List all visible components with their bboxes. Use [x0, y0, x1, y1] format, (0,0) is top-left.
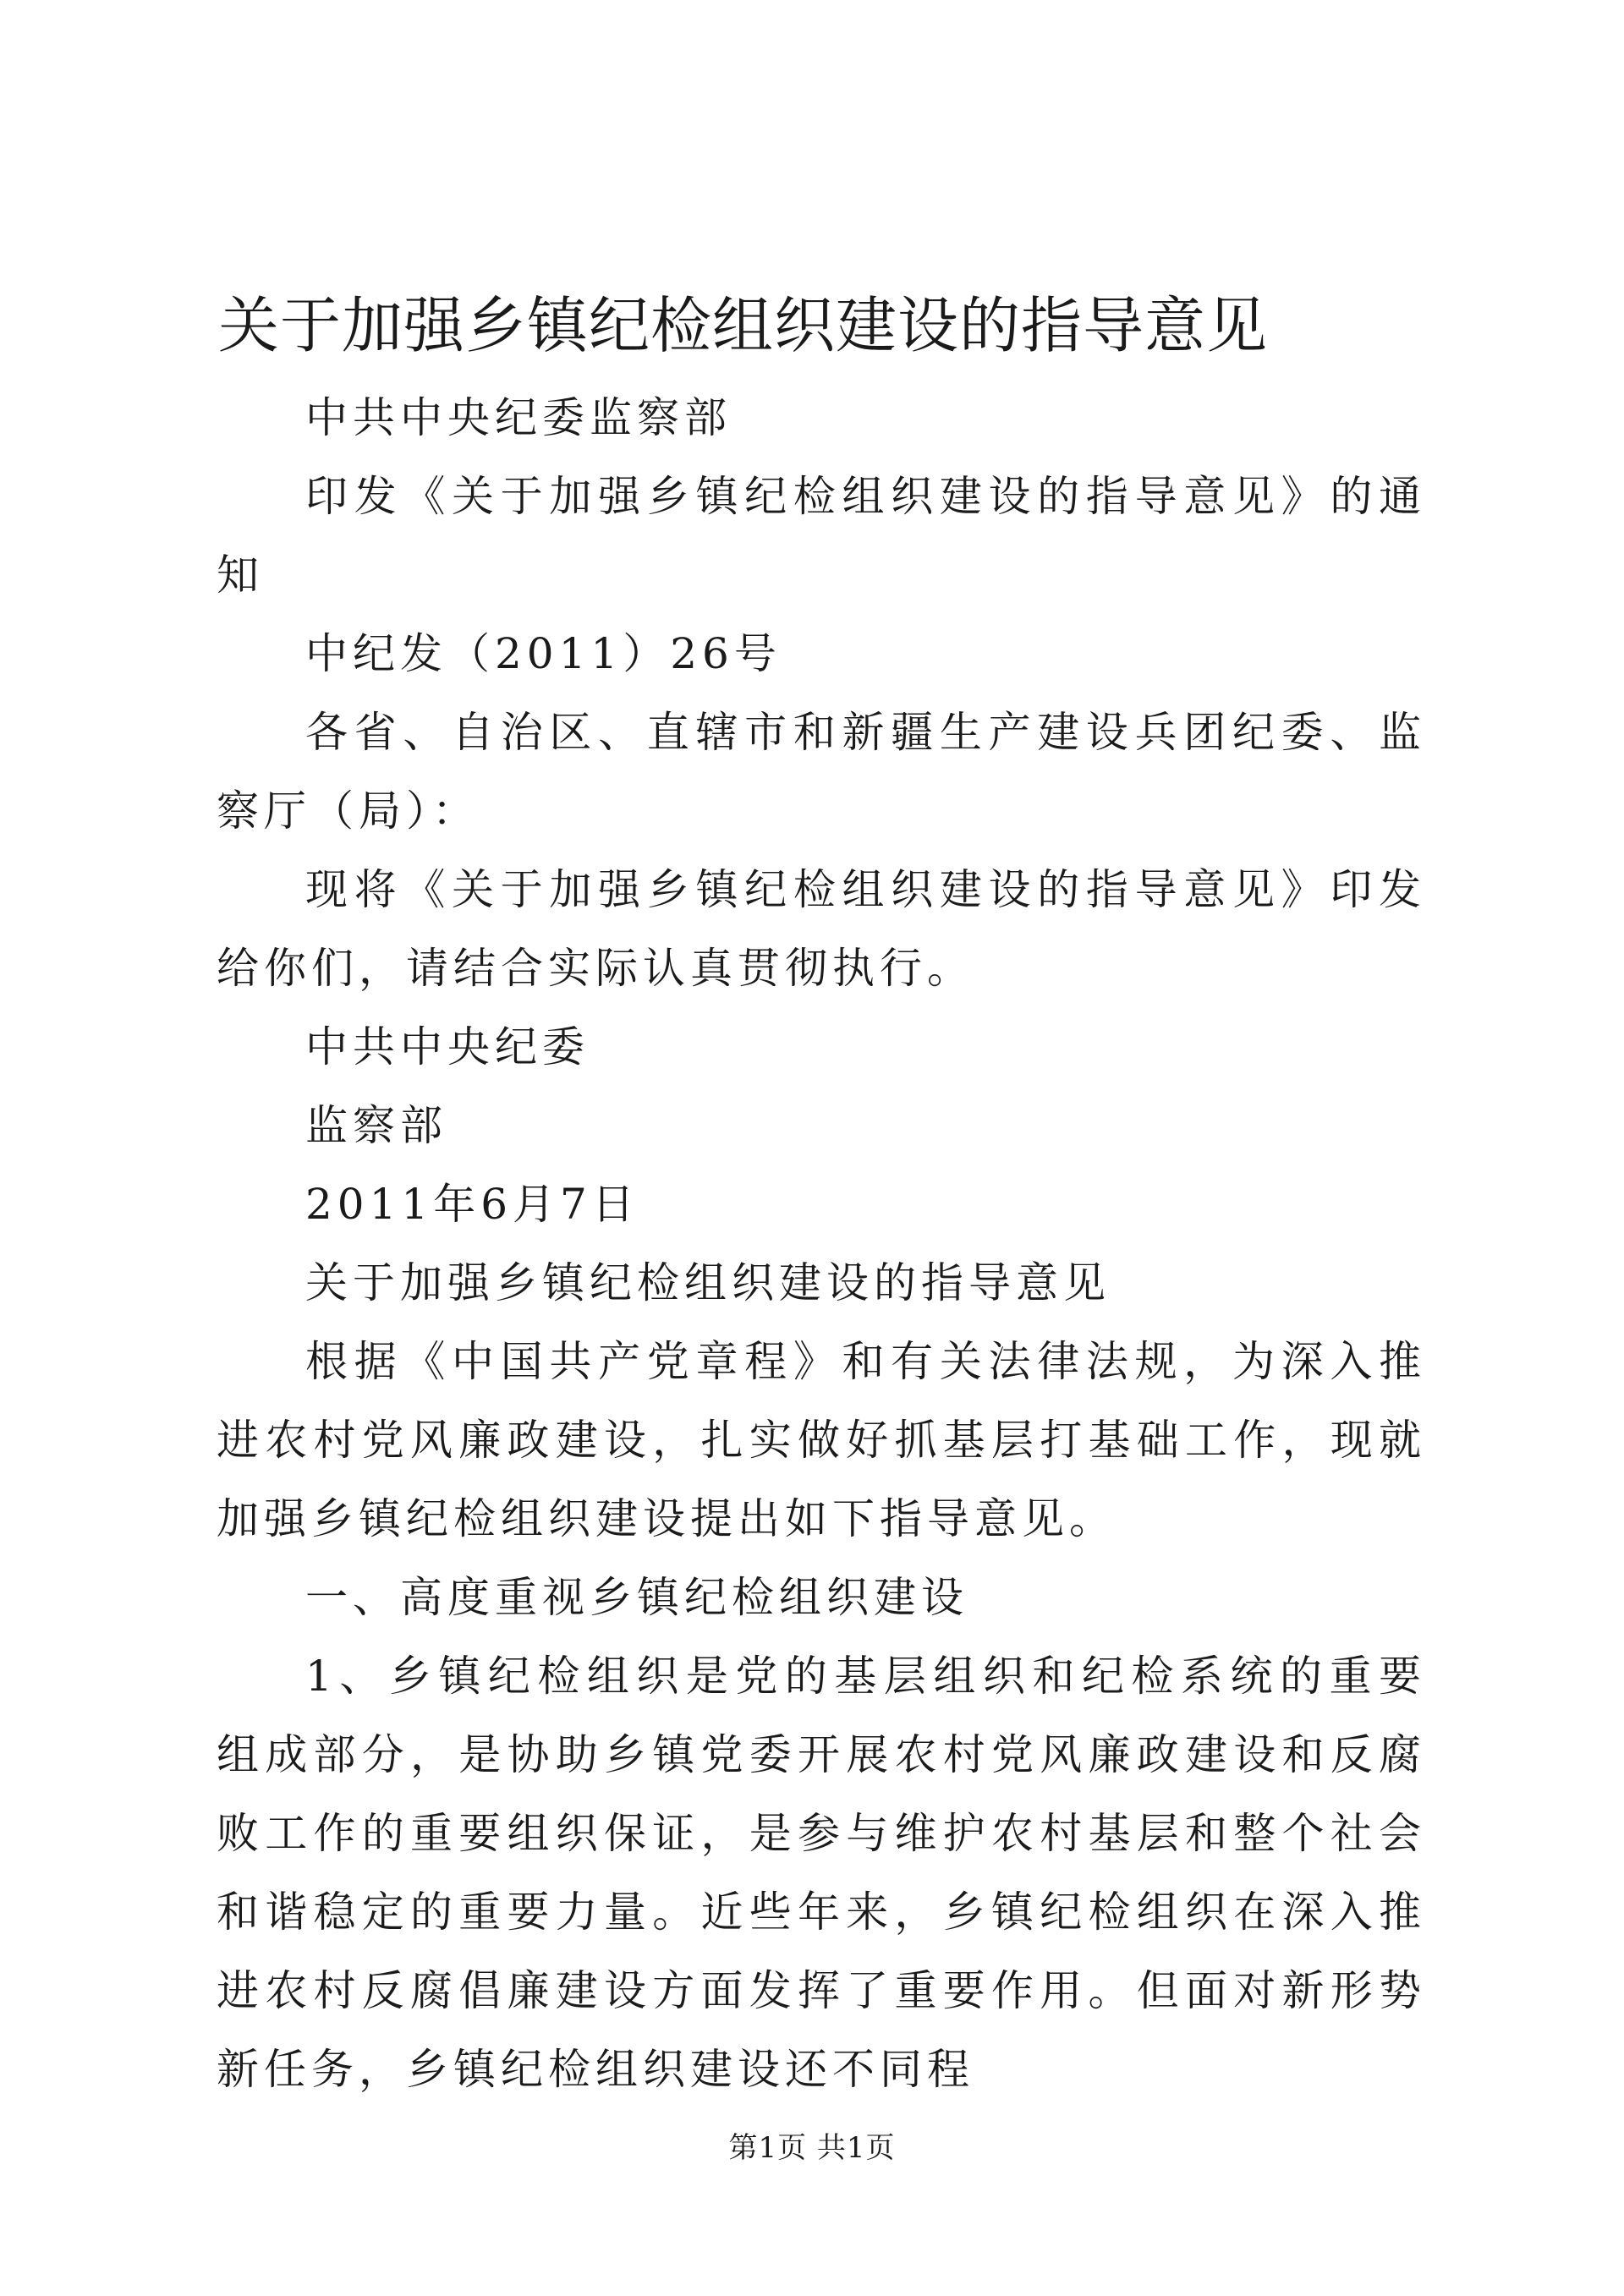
signature-commission: 中共中央纪委	[305, 1022, 590, 1071]
page-footer: 第1页 共1页	[728, 2131, 896, 2165]
section-heading-1: 一、高度重视乡镇纪检组织建设	[305, 1573, 968, 1622]
notice-heading: 印发《关于加强乡镇纪检组织建设的指导意见》的通知	[217, 472, 1426, 600]
paragraph-1: 1、乡镇纪检组织是党的基层组织和纪检系统的重要组成部分，是协助乡镇党委开展农村党风廉政建设和反腐败工作的重要组织保证，是参与维护农村基层和整个社会和谐稳定的重要力量。近些年来，乡镇纪检组织在深入推进农村反腐倡廉建设方面发挥了重要作用。但面对新形势新任务，乡镇纪检组织建设还不同程	[217, 1652, 1426, 2094]
opinion-title: 关于加强乡镇纪检组织建设的指导意见	[305, 1258, 1111, 1307]
signature-ministry: 监察部	[305, 1101, 447, 1150]
document-body	[217, 379, 1426, 2109]
paragraph-preamble: 根据《中国共产党章程》和有关法律法规，为深入推进农村党风廉政建设，扎实做好抓基层打基础工作，现就加强乡镇纪检组织建设提出如下指导意见。	[217, 1337, 1426, 1543]
notice-body: 现将《关于加强乡镇纪检组织建设的指导意见》印发给你们，请结合实际认真贯彻执行。	[217, 865, 1426, 993]
recipients: 各省、自治区、直辖市和新疆生产建设兵团纪委、监察厅（局）：	[217, 708, 1426, 836]
issuing-authority: 中共中央纪委监察部	[305, 393, 732, 442]
document-number: 中纪发（2011）26号	[305, 629, 782, 678]
document-title: 关于加强乡镇纪检组织建设的指导意见	[218, 290, 1269, 361]
issue-date: 2011年6月7日	[305, 1180, 639, 1229]
